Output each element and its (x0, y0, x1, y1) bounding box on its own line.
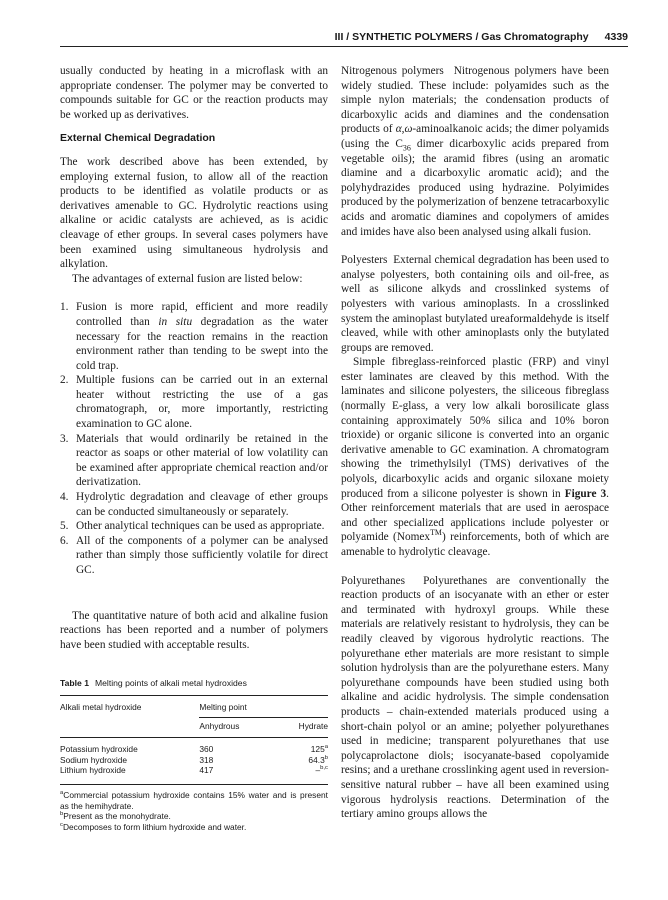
paragraph-frp: Simple fibreglass-reinforced plastic (FRP) and vinyl ester laminates are cleaved by this method. With the laminates and silicone polyesters, the siliceous fibreglass (normally E-glass, a very low alkali borosilicate glass containing approximately 50% silica and 10% boron trioxide) or organic silicone is converted into an organic derivative amenable to GC examination. A chromatogram showing the trimethylsilyl (TMS) derivatives of the polyols, dicarboxylic acids and organic siloxane moiety produced from a silicone polyester is shown in Figure 3. Other reinforcement materials that are used in aerospace and other specialized applications include polyester or polyamide (Nomex™) reinforcements, both of which are amenable to hydrolytic cleavage. (341, 356, 609, 558)
paragraph-advantages-intro: The advantages of external fusion are listed below: (72, 272, 303, 285)
run-in-heading: Polyurethanes (341, 574, 406, 587)
table-footnotes (60, 790, 328, 832)
footnote: $^b$Present as the monohydrate. (60, 811, 171, 822)
running-header (60, 30, 628, 44)
col-header-hydroxide: Alkali metal hydroxide (60, 702, 142, 713)
paragraph-continued: usually conducted by heating in a microflask with an appropriate condenser. The polymer may be converted to compounds suitable for GC or the reaction products may be worked up as derivatives. (60, 65, 328, 121)
list-item: 3. Materials that would ordinarily be retained in the reactor as soaps or other material of low volatility can be examined after appropriate chemical reaction and/or derivatization. (60, 432, 328, 489)
list-item: 5. Other analytical techniques can be used as appropriate. (60, 520, 325, 533)
list-number: 6. (60, 534, 69, 547)
table-row: Potassium hydroxide 360 125$^a$ (60, 743, 328, 754)
paragraph-external-fusion: The work described above has been extended, by employing external fusion, to allow all of the reaction products to be identified as volatile products or as derivatives amenable to GC. Hydrolytic reactions using alkaline or acidic catalysts are achieved, as is acidic cleavage of ether groups. In several cases polymers have been examined using simultaneous hydrolysis and alkylation. (60, 155, 328, 271)
header-rule (60, 46, 628, 47)
footnote: $^c$Decomposes to form lithium hydroxide and water. (60, 821, 247, 832)
table-row: Lithium hydroxide 417 –$^{b,c}$ (60, 765, 328, 784)
figure-reference[interactable]: Figure 3 (564, 487, 607, 500)
table-caption: Table 1 Melting points of alkali metal hydroxides (60, 678, 247, 689)
running-title: III / SYNTHETIC POLYMERS / Gas Chromatography (334, 31, 589, 43)
col-header-melting-point: Melting point (199, 696, 328, 718)
paragraph-quantitative: The quantitative nature of both acid and alkaline fusion reactions has been reported and a number of polymers have been studied with acceptable results. (60, 609, 328, 651)
table-1 (60, 678, 328, 832)
table-row: Sodium hydroxide 318 64.3$^b$ (60, 754, 328, 765)
advantages-list (60, 300, 328, 577)
paragraph-polyesters: Polyesters External chemical degradation has been used to analyse polyesters, both containing oils and oil-free, as well as silicone alkyds and crosslinked systems of polyesters with various aminoplasts. In a crosslinked system the aminoplast butylated ureaformaldehyde is itself cleaved, while with other aminoplasts only the butylated groups are removed. (341, 254, 609, 354)
right-column (341, 64, 609, 822)
list-item: 4. Hydrolytic degradation and cleavage of ether groups can be conducted simultaneously or separately. (60, 491, 328, 518)
list-number: 1. (60, 301, 69, 314)
col-header-hydrate: Hydrate (298, 720, 328, 731)
col-header-anhydrous: Anhydrous (199, 720, 240, 731)
footnote: $^a$Commercial potassium hydroxide contains 15% water and is present as the hemihydrate. (60, 790, 328, 811)
list-number: 4. (60, 491, 69, 504)
list-number: 5. (60, 520, 69, 533)
run-in-heading: Nitrogenous polymers (341, 65, 444, 77)
run-in-heading: Polyesters (341, 254, 388, 267)
list-item: 6. All of the components of a polymer can be analysed rather than simply those sufficiently volatile for direct GC. (60, 534, 328, 576)
page-number: 4339 (604, 31, 628, 43)
left-column (60, 64, 328, 833)
paragraph-nitrogenous: Nitrogenous polymers Nitrogenous polymers have been widely studied. These include: polyamides such as the simple nylon materials; the condensation products of dicarboxylic acids and diamines and the condensation products of α,ω-aminoalkanoic acids; the dimer polyamids (using the $C_{36}$ dimer dicarboxylic acids prepared from vegetable oils); the aramid fibres (using an aromatic diamine and a dicarboxylic aromatic acid); and the polyhydrazides produced using hydrazine. Polyimides produced by the polymerization of benzene tetracarboxylic acids and aromatic diamines and copolymers of amides and imides have also been analysed using alkali fusion. (341, 65, 610, 238)
paragraph-polyurethanes: Polyurethanes Polyurethanes are conventionally the reaction products of an isocyanate with an ether or ester and terminated with hydroxyl groups. While these materials are relatively resistant to hydrolysis, they can be readily cleaved by vigorous hydrolytic reactions. The polyurethane ether materials are more resistant to simple solution hydrolysis than are the polyurethane esters. Many polyurethane compounds have been studied using both alkaline and acidic hydrolysis. The simple condensation products – chain-extended materials produced using a short-chain polyol or an amine; polyether polyurethanes used in medicine; transparent polyurethanes that use polycaprolactone diols; isocyanate-based copolyamide resins; and a urethane crosslinking agent used in reversion-sensitive natural rubber – have all been examined using vigorous hydrolysis reactions. Determination of the tertiary amino groups allows the (341, 574, 610, 821)
list-item: 2. Multiple fusions can be carried out in an external heater without restricting the use of a gas chromatograph, or, more importantly, restricting examination to GC alone. (60, 374, 328, 431)
section-heading: External Chemical Degradation (60, 132, 216, 145)
list-item: 1. Fusion is more rapid, efficient and more readily controlled than in situ degradation as the water necessary for the reaction remains in the reaction environment rather than tending to be swept into the cold trap. (60, 301, 329, 372)
list-number: 2. (60, 374, 69, 387)
list-number: 3. (60, 432, 69, 445)
table-label: Table 1 (60, 678, 89, 689)
hydroxide-table (60, 695, 328, 785)
